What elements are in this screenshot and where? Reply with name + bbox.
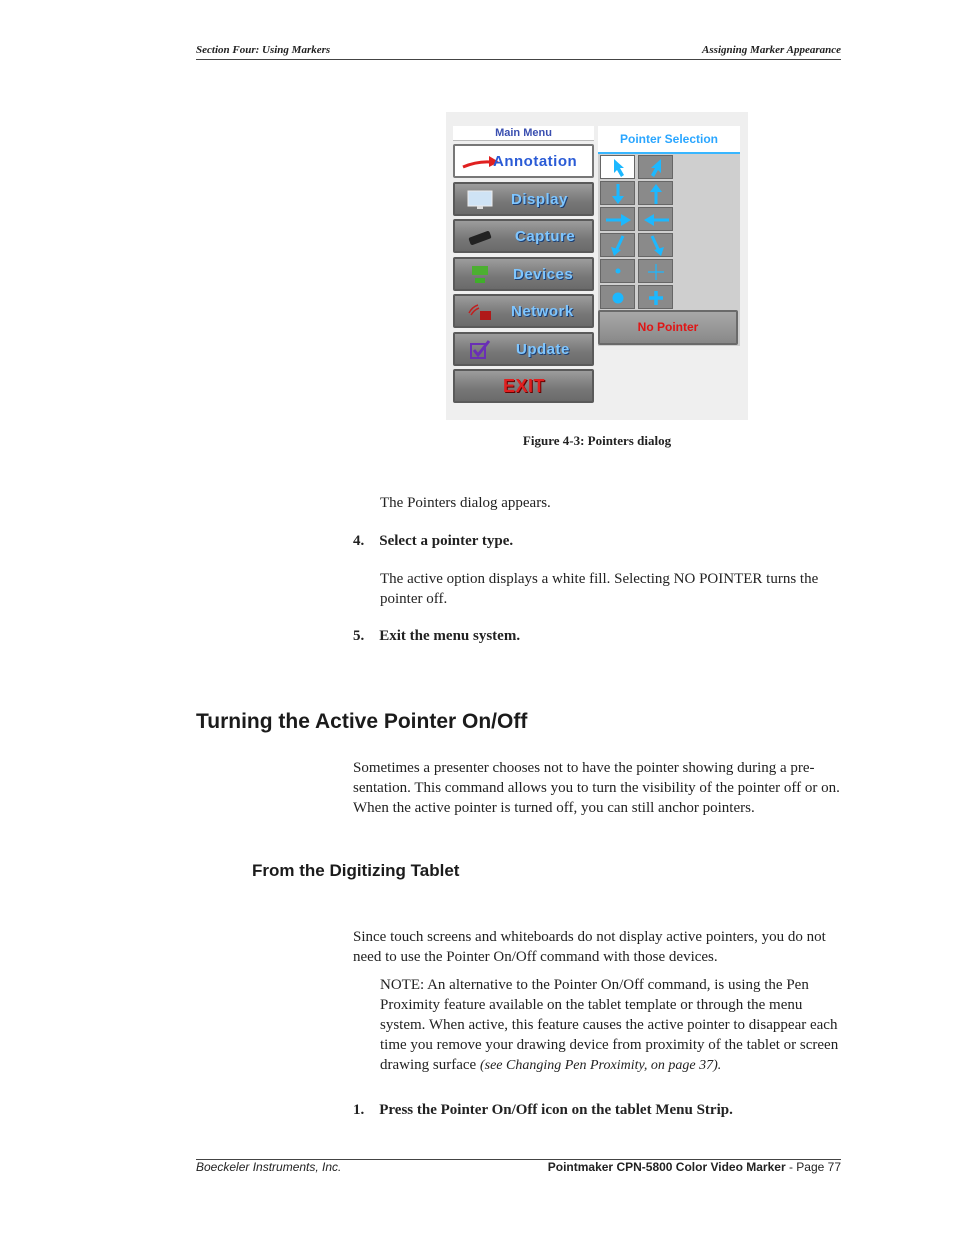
figure-caption: Figure 4-3: Pointers dialog [522,433,672,448]
devices-label: Devices [513,266,574,283]
text-line: NOTE: An alternative to the Pointer On/Off command, is using the Pen [380,977,809,993]
text-line: Since touch screens and whiteboards do not display active pointers, you do not [353,929,826,945]
arrow-up-icon [639,182,674,206]
text-line: The active option displays a white fill. Selecting NO POINTER turns the [380,571,819,587]
network-button[interactable] [453,294,594,328]
checkbox-icon [467,339,493,361]
text-line: need to use the Pointer On/Off command with those devices. [353,949,718,965]
update-button[interactable] [453,332,594,366]
main-menu-title: Main Menu [453,126,594,141]
step-1: 1. Press the Pointer On/Off icon on the tablet Menu Strip. [353,1102,733,1118]
text-line: When the active pointer is turned off, you can still anchor pointers. [353,800,755,816]
pointer-option-bold-cross[interactable] [638,285,673,309]
arrow-down-icon [601,182,636,206]
device-chip-icon [467,264,493,286]
capture-button[interactable] [453,219,594,253]
section-heading: Turning the Active Pointer On/Off [196,710,528,733]
pointer-option-small-dot[interactable] [600,259,635,283]
footer-product-page [548,1160,841,1174]
annotation-button[interactable] [453,144,594,178]
exit-label: EXIT [503,376,546,396]
pointer-option-arrow-se[interactable] [638,233,673,257]
text-line: Proximity feature available on the tablet template or through the menu [380,997,803,1013]
pointers-dialog-figure [446,112,748,420]
pointer-option-thin-cross[interactable] [638,259,673,283]
arrow-up-right-icon [639,156,674,180]
footer-company: Boeckeler Instruments, Inc. [196,1160,342,1174]
pointer-selection-title: Pointer Selection [598,126,740,154]
thin-crosshair-icon [639,260,674,284]
arrow-down-right-icon [639,234,674,258]
note-text: drawing surface [380,1057,480,1073]
large-dot-icon [601,286,636,310]
annotation-label: Annotation [493,153,578,170]
arrow-down-left-icon [601,234,636,258]
pointer-option-arrow-right[interactable] [600,207,635,231]
cross-reference-link[interactable]: (see Changing Pen Proximity, on page 37). [479,1058,722,1073]
paragraph-presenter [353,758,840,818]
step-5: 5. Exit the menu system. [353,628,521,644]
arrow-left-icon [639,208,674,232]
no-pointer-button[interactable]: No Pointer [598,310,738,345]
update-label: Update [516,341,570,358]
text-line: pointer off. [380,591,448,607]
note-paragraph [380,975,838,1076]
header-rule [196,59,841,60]
usb-drive-icon [467,226,493,248]
text-line: system. When active, this feature causes the active pointer to disappear each [380,1017,838,1033]
running-header-left: Section Four: Using Markers [196,44,331,56]
running-header-right: Assigning Marker Appearance [702,44,841,56]
pointer-option-arrow-sw[interactable] [600,233,635,257]
paragraph-touch-screens [353,927,826,967]
arrow-up-left-icon [601,156,636,180]
paragraph-active-option [380,569,818,609]
network-label: Network [511,303,574,320]
pointer-option-arrow-up[interactable] [638,181,673,205]
pointer-option-large-dot[interactable] [600,285,635,309]
display-button[interactable] [453,182,594,216]
pointer-option-arrow-down[interactable] [600,181,635,205]
pointer-option-arrow-nw[interactable] [600,155,635,179]
pointer-option-arrow-left[interactable] [638,207,673,231]
subsection-heading: From the Digitizing Tablet [252,861,460,880]
arrow-right-icon [601,208,636,232]
display-label: Display [511,191,568,208]
text-line [380,1055,838,1076]
pointer-option-arrow-ne[interactable] [638,155,673,179]
pointer-selection-panel [598,126,740,346]
capture-label: Capture [515,228,576,245]
network-signal-icon [467,301,493,323]
step-4: 4. Select a pointer type. [353,533,514,549]
text-line: sentation. This command allows you to turn the visibility of the pointer off or on. [353,780,840,796]
paragraph-dialog-appears: The Pointers dialog appears. [380,495,551,511]
small-dot-icon [601,260,636,284]
exit-button[interactable] [453,369,594,403]
footer-page-number: - Page 77 [785,1160,841,1174]
text-line: time you remove your drawing device from proximity of the tablet or screen [380,1037,839,1053]
monitor-icon [467,189,493,211]
bold-cross-icon [639,286,674,310]
devices-button[interactable] [453,257,594,291]
footer-product: Pointmaker CPN-5800 Color Video Marker [547,1160,786,1174]
text-line: Sometimes a presenter chooses not to have the pointer showing during a pre- [353,760,815,776]
